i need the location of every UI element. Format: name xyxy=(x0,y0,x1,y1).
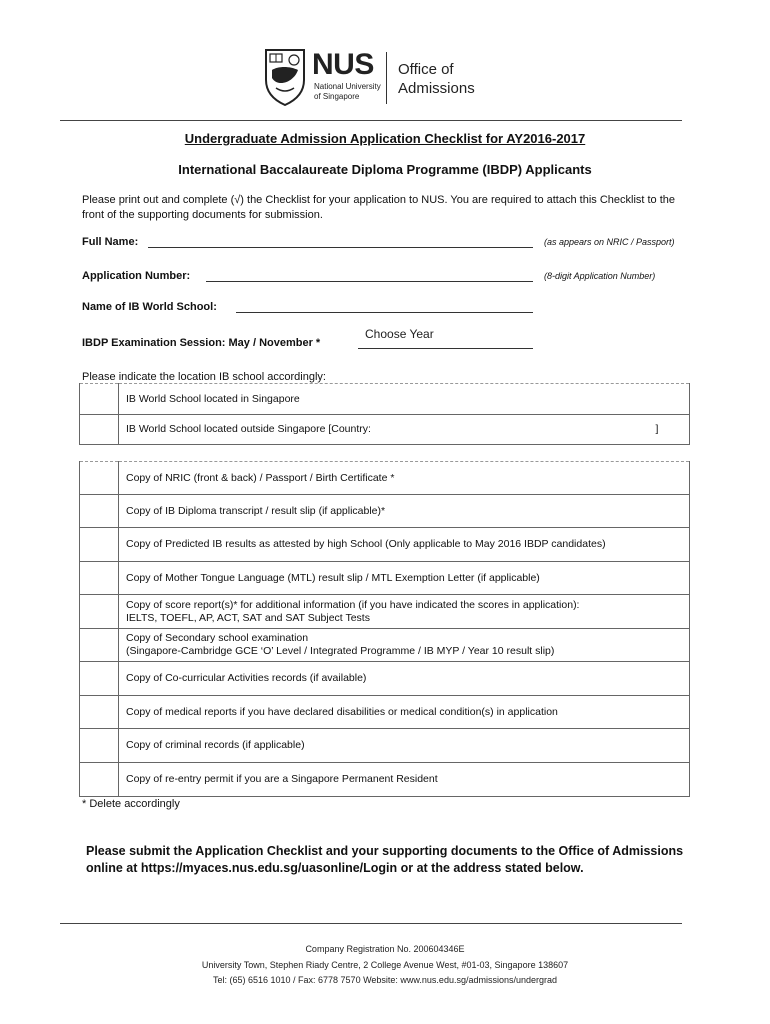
checklist-checkbox[interactable] xyxy=(80,696,119,729)
checklist-item: Copy of Predicted IB results as attested by high School (Only applicable to May 2016 IBDP candidates) xyxy=(119,528,690,562)
app-number-label: Application Number: xyxy=(82,270,191,282)
school-input[interactable] xyxy=(236,312,533,313)
checklist-row xyxy=(80,696,690,729)
session-label: IBDP Examination Session: May / November * xyxy=(82,337,321,349)
brand-name: NUS xyxy=(312,48,374,81)
delete-note: * Delete accordingly xyxy=(82,798,180,810)
full-name-hint: (as appears on NRIC / Passport) xyxy=(544,237,675,247)
session-year-underline xyxy=(358,348,533,349)
checklist-item: Copy of Mother Tongue Language (MTL) result slip / MTL Exemption Letter (if applicable) xyxy=(119,562,690,595)
checklist-item: Copy of criminal records (if applicable) xyxy=(119,729,690,763)
app-number-hint: (8-digit Application Number) xyxy=(544,271,656,281)
page-title: Undergraduate Admission Application Checklist for AY2016-2017 xyxy=(184,131,586,146)
checklist-checkbox[interactable] xyxy=(80,763,119,797)
checklist-checkbox[interactable] xyxy=(80,662,119,696)
checklist-checkbox[interactable] xyxy=(80,462,119,495)
checklist-item: Copy of Secondary school examination (Singapore-Cambridge GCE ‘O’ Level / Integrated Programme / IB MYP / Year 10 result slip) xyxy=(119,629,690,662)
company-registration: Company Registration No. 200604346E xyxy=(305,944,465,954)
footer-rule xyxy=(60,923,682,924)
location-table xyxy=(79,383,690,445)
header-rule xyxy=(60,120,682,121)
checklist-row xyxy=(80,595,690,629)
checklist-item: Copy of score report(s)* for additional information (if you have indicated the scores in application): IELTS, TOEFL, AP, ACT, SAT and SAT Subject Tests xyxy=(119,595,690,629)
logo-divider xyxy=(386,52,387,104)
school-label: Name of IB World School: xyxy=(82,301,217,313)
page-subtitle: International Baccalaureate Diploma Programme (IBDP) Applicants xyxy=(178,162,592,177)
checklist-checkbox[interactable] xyxy=(80,595,119,629)
location-checkbox[interactable] xyxy=(80,384,119,415)
crest-icon xyxy=(264,48,306,106)
checklist-checkbox[interactable] xyxy=(80,629,119,662)
footer-contact: Tel: (65) 6516 1010 / Fax: 6778 7570 Website: www.nus.edu.sg/admissions/undergrad xyxy=(212,975,558,985)
app-number-input[interactable] xyxy=(206,281,533,282)
checklist-checkbox[interactable] xyxy=(80,729,119,763)
brand-subtitle: National University of Singapore xyxy=(314,82,381,101)
full-name-label: Full Name: xyxy=(82,236,139,248)
location-prompt: Please indicate the location IB school accordingly: xyxy=(82,371,326,383)
checklist-row xyxy=(80,662,690,696)
session-year-select[interactable]: Choose Year xyxy=(365,327,434,341)
checklist-checkbox[interactable] xyxy=(80,562,119,595)
checklist-item: Copy of medical reports if you have declared disabilities or medical condition(s) in application xyxy=(119,696,690,729)
checklist-row xyxy=(80,462,690,495)
checklist-row xyxy=(80,528,690,562)
checklist-row xyxy=(80,729,690,763)
location-option-label: IB World School located outside Singapore [Country: ] xyxy=(119,415,690,445)
checklist-item: Copy of NRIC (front & back) / Passport / Birth Certificate * xyxy=(119,462,690,495)
submit-instructions: Please submit the Application Checklist and your supporting documents to the Office of Admissions online at https://myaces.nus.edu.sg/uasonline/Login or at the address stated below. xyxy=(86,844,684,875)
nus-logo xyxy=(264,48,494,112)
checklist-row xyxy=(80,629,690,662)
location-row xyxy=(80,415,690,445)
checklist-row xyxy=(80,495,690,528)
footer-address: University Town, Stephen Riady Centre, 2 College Avenue West, #01-03, Singapore 138607 xyxy=(201,960,569,970)
checklist-row xyxy=(80,562,690,595)
checklist-item: Copy of re-entry permit if you are a Singapore Permanent Resident xyxy=(119,763,690,797)
checklist-checkbox[interactable] xyxy=(80,528,119,562)
document-checklist xyxy=(79,461,690,797)
checklist-checkbox[interactable] xyxy=(80,495,119,528)
checklist-item: Copy of Co-curricular Activities records (if available) xyxy=(119,662,690,696)
location-checkbox[interactable] xyxy=(80,415,119,445)
full-name-input[interactable] xyxy=(148,247,533,248)
intro-text: Please print out and complete (√) the Checklist for your application to NUS. You are required to attach this Checklist to the front of the supporting documents for submission. xyxy=(82,194,676,221)
location-row xyxy=(80,384,690,415)
office-name: Office of Admissions xyxy=(398,61,475,97)
checklist-item: Copy of IB Diploma transcript / result slip (if applicable)* xyxy=(119,495,690,528)
location-option-label: IB World School located in Singapore xyxy=(119,384,690,415)
checklist-row xyxy=(80,763,690,797)
